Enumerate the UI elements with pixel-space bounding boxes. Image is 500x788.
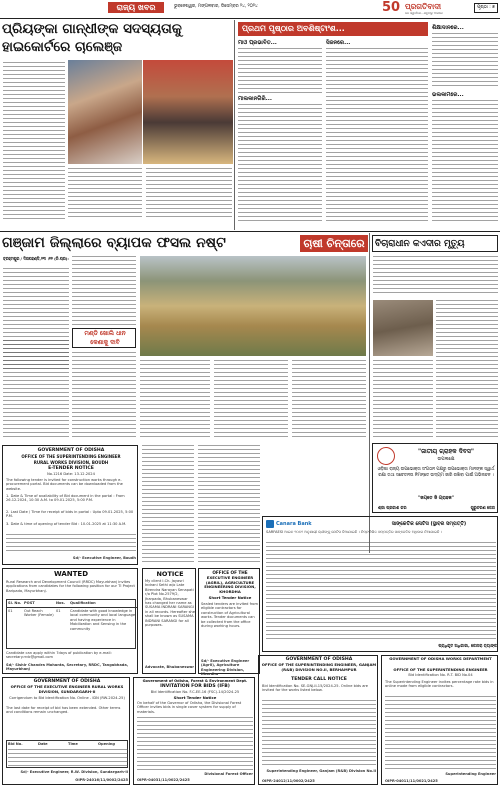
- wanted-col-nos: Nos.: [56, 601, 65, 605]
- greeting-ad-body: ଓଡ଼ିଶା ରାଜ୍ୟ ଉପଭୋକ୍ତା ସଂଗଠନ ପକ୍ଷରୁ ଉପଭୋକ୍ତା ମାନଙ୍କ ସ୍ୱାର୍ଥ ରକ୍ଷା ତଥା ସଚେତନତା ନିମନ୍ତେ ଉଦ୍ୟମ ଜାରି ରଖିବା ପାଇଁ ଅଭିନନ୍ଦନ ।: [377, 467, 495, 478]
- forest-header: Government of Odisha, Forest & Environment Dept.: [142, 679, 248, 683]
- works-dept-header: GOVERNMENT OF ODISHA WORKS DEPARTMENT: [389, 656, 492, 661]
- ganjam-se-notice: [258, 655, 378, 785]
- priyanka-text-col-1: [3, 62, 65, 220]
- ganjam-se-opr: OIPR-24012/11/0002/2425: [262, 779, 315, 783]
- greeting-ad-sign-right: ଗୁରୁଚରଣ ଜେନା: [470, 505, 495, 510]
- col5-text-1: [432, 33, 498, 89]
- wanted-row-qualification: Candidate with good knowledge in local community and local language and having experience in Mobilization and Sensing in the community: [70, 609, 136, 631]
- sundargarh-notice: [2, 677, 130, 785]
- col5-text-2: [432, 100, 498, 224]
- col3-text-2: [238, 104, 322, 224]
- forest-notice: [133, 677, 255, 785]
- page-label: ପୃଷ୍ଠା : ୭: [474, 3, 498, 13]
- section-rule: [0, 231, 500, 232]
- wanted-table-rule: [7, 607, 137, 608]
- boudh-header: GOVERNMENT OF ODISHA: [37, 448, 105, 453]
- boudh-details: [6, 534, 136, 554]
- ganjam-text-col-4: [214, 360, 288, 440]
- ganjam-text-col-2: [72, 256, 136, 326]
- custody-headline-box: [372, 235, 498, 252]
- priyanka-text-col-3: [146, 168, 232, 220]
- sundargarh-col-opening: Opening: [98, 742, 115, 746]
- ganjam-se-details: [262, 700, 376, 768]
- wanted-row-nos: 01: [56, 609, 61, 613]
- forest-opr: OIPR-04031/11/0022/2425: [137, 778, 190, 782]
- greeting-ad: [372, 443, 498, 513]
- ganjam-se-body: Bid Identification No. SE-GNJ-II-15/2024-25. Online bids are invited for the works listed below.: [262, 684, 369, 693]
- notice-col-text-b: [198, 445, 260, 565]
- works-dept-opr: OIPR-04011/11/0021/2425: [385, 779, 438, 783]
- agri-header: OFFICE OF THE: [212, 570, 248, 575]
- wanted-col-post: POST: [24, 601, 35, 605]
- col3-kicker: ମାଓ ପ୍ରଭାବିତ...: [238, 40, 277, 46]
- works-dept-details: [385, 696, 496, 770]
- greeting-ad-sign-left: ଶ୍ରୀ ପ୍ରକାଶ କର: [378, 505, 407, 510]
- forest-body: On behalf of the Governor of Odisha, the Divisional Forest Officer invites bids in single cover system for supply of materials.: [137, 701, 242, 714]
- ganjam-text-col-1b: [3, 340, 69, 440]
- works-dept-title: OFFICE OF THE SUPERINTENDING ENGINEER: [393, 667, 488, 672]
- sundargarh-body: The last date for receipt of bid has been extended. Other terms and conditions remain unchanged.: [6, 706, 121, 715]
- sundargarh-col-time: Time: [68, 742, 78, 746]
- paddy-box-line-1: ମଣ୍ଡି ଖୋଲି ଧାନ: [84, 330, 126, 337]
- wanted-notice: [2, 568, 138, 674]
- section-title-box: [108, 2, 164, 13]
- sundargarh-col-date: Date: [38, 742, 48, 746]
- forest-title: INVITATION FOR BIDS (IFB): [160, 684, 230, 689]
- boudh-body: The following tender is invited for construction works through e-procurement portal. Bid documents can be downloaded from the website.: [6, 478, 123, 491]
- wanted-table: [6, 599, 136, 649]
- column-divider: [234, 20, 235, 230]
- ganjam-se-title: OFFICE OF THE SUPERINTENDING ENGINEER, GANJAM (R&B) DIVISION NO.II, BERHAMPUR: [261, 662, 377, 672]
- forest-sub: Short Tender Notice: [173, 695, 217, 700]
- sundargarh-title: OFFICE OF THE EXECUTIVE ENGINEER RURAL WORKS DIVISION, SUNDARGARH-II: [10, 684, 124, 694]
- wanted-intro: Rural Research and Development Council (RRDC) Mayurbhanj invites applications from candidates for the following position for our TI Project Baripada, Mayurbhanj.: [6, 580, 135, 593]
- greeting-ad-title: "ଜାତୀୟ ଗ୍ରାହକ ଦିବସ": [418, 448, 474, 455]
- name-change-notice: [142, 568, 196, 674]
- wanted-footer: Candidate can apply within 7days of publication by e-mail: secretary.rrdc@gmail.com: [6, 651, 112, 660]
- wanted-row-post: Out Reach Worker (Female): [24, 609, 54, 618]
- boudh-office: OFFICE OF THE SUPERINTENDING ENGINEER: [21, 454, 121, 459]
- canara-logo: [266, 520, 274, 528]
- custody-photo: [373, 300, 433, 356]
- works-dept-body: The Superintending Engineer invites percentage rate bids in online mode from eligible contractors.: [385, 680, 494, 689]
- ganjam-text-col-5: [292, 360, 366, 440]
- col3-sub: ମାଲକାନଗିରି...: [238, 96, 272, 102]
- boudh-sign: Sd/- Executive Engineer, Boudh: [72, 556, 136, 560]
- custody-text-2: [436, 300, 498, 440]
- sundargarh-table: [6, 740, 128, 768]
- tagline: ଜନ ସ୍ୱାର୍ଥରେ...ସବୁଠାରୁ ଆଗରେ: [405, 11, 443, 15]
- notice-title: NOTICE: [156, 570, 184, 578]
- crop-photo: [140, 256, 366, 356]
- canara-notice-table: [266, 542, 496, 640]
- logo-number: 50: [382, 0, 401, 15]
- ganjam-se-header: GOVERNMENT OF ODISHA: [285, 657, 353, 662]
- boudh-item-2: 2. Last Date / Time for receipt of bids in portal : Upto 09.01.2025, 5:00 P.M.: [6, 510, 134, 519]
- agri-notice: [198, 568, 260, 677]
- custody-text-1: [373, 256, 498, 296]
- candidate-photo: [143, 60, 233, 164]
- canara-notice-body: SARFAESI ଆଇନ ୨୦୦୨ ଅନୁଯାୟୀ ଋଣୀଙ୍କୁ ନୋଟିସ ଦିଆଯାଇଛି । ନିମ୍ନଲିଖିତ ସମ୍ପତ୍ତିର ସାଙ୍କେତିକ ଅଧିକାର ନିଆଯାଇଛି ।: [266, 530, 443, 534]
- section-title: ରାଜ୍ୟ ଖବର: [116, 2, 156, 12]
- wanted-title: WANTED: [53, 570, 89, 578]
- paddy-box: [72, 328, 136, 348]
- sundargarh-header: GOVERNMENT OF ODISHA: [33, 679, 101, 684]
- priyanka-photo: [68, 60, 142, 164]
- col5-kicker: ଶିକ୍ଷାଦାନରେ...: [432, 25, 464, 31]
- first-page-headline: ପ୍ରଥମ ପୃଷ୍ଠାର ଅବଶିଷ୍ଟାଂଶ...: [242, 24, 345, 33]
- agri-sub: Short Tender Notice: [208, 595, 252, 600]
- col5-sub: ଭଲକାମରେ...: [432, 92, 464, 98]
- forest-ref: Bid Identification No. F.C-EE-16 (FSC)-14/2024-25: [150, 690, 240, 694]
- ganjam-highlight: ଚାଷୀ ଚିନ୍ତାରେ: [303, 237, 365, 250]
- sundargarh-table-rows: [8, 749, 128, 767]
- custody-headline: ବିଚାରାଧୀନ କଏଦୀର ମୃତ୍ୟୁ: [375, 239, 465, 249]
- works-dept-notice: [381, 655, 498, 785]
- priyanka-headline-2: ହାଇକୋର୍ଟରେ ଚାଲେଞ୍ଜ: [2, 39, 123, 55]
- sundargarh-sign: Sd/- Executive Engineer, R.W. Division, Sundargarh-II: [20, 770, 128, 774]
- dateline: ଭୁବନେଶ୍ୱର, ମଙ୍ଗଳବାର, ଡିସେମ୍ବର ୨୪, ୨୦୨୪: [174, 4, 258, 9]
- paddy-box-line-2: କେଣାକୁ ଦାବି: [90, 339, 120, 346]
- ganjam-dateline: ବ୍ରହ୍ମପୁର / ଦିଗପହଣ୍ଡି,୨୩ ।୧୨ (ନି.ପ୍ର):: [3, 256, 69, 261]
- forest-details: [137, 717, 253, 771]
- ganjam-text-col-2b: [72, 352, 136, 440]
- priyanka-headline-1: ପ୍ରିୟଙ୍କା ଗାନ୍ଧୀଙ୍କ ସଦସ୍ୟତାକୁ: [2, 21, 182, 37]
- canara-notice: [262, 516, 498, 652]
- wanted-row-slno: 01: [8, 609, 13, 613]
- wanted-col-slno: Sl. No.: [8, 601, 22, 605]
- priyanka-text-col-2: [68, 168, 142, 220]
- notice-col-text-a: [142, 445, 194, 565]
- notice-body: My client I.Ch. Jayasri Indrani Sethi w/o Late Birendra Narayan Senapati r/o Plot No.2579/2, Jharpada, Bhubaneswar has changed her name as SUSAMA INDRANI SARANGI in all records. Hereafter she shall be known as SUSAMA INDRANI SARANGI for all purposes.: [145, 579, 195, 628]
- ganjam-se-sub: TENDER CALL NOTICE: [291, 677, 347, 682]
- first-page-banner: [238, 22, 428, 36]
- works-dept-sign: Superintending Engineer: [445, 772, 496, 776]
- boudh-title: E-TENDER NOTICE: [48, 466, 94, 471]
- col4-text: [326, 48, 428, 224]
- works-dept-sub: Bid Identification No. R.T. BID No.04: [408, 673, 473, 677]
- greeting-ad-footer: "ଜୟତେ ଜି ଗ୍ରାହକ": [417, 496, 455, 501]
- canara-notice-sign: ପ୍ରାଧିକୃତ ଅଧିକାରୀ, କେନାରା ବ୍ୟାଙ୍କ: [438, 643, 497, 648]
- col4-kicker: ସିଜନରେ...: [326, 40, 351, 46]
- notice-sign: Advocate, Bhubaneswar: [145, 665, 194, 669]
- ganjam-se-sign: Superintending Engineer, Ganjam (R&B) Division No.II: [266, 769, 376, 773]
- canara-bank-name: Canara Bank: [276, 521, 312, 527]
- sundargarh-sub: Corrigendum to Bid Identification No. Online - IDN (RW-2024-25): [9, 696, 125, 700]
- masthead: [0, 0, 500, 18]
- custody-text-3: [373, 360, 433, 440]
- ganjam-highlight-box: [300, 235, 368, 252]
- col3-text-1: [238, 48, 322, 93]
- brand-name: ପ୍ରଗତିବାଦୀ: [405, 2, 442, 11]
- boudh-circle: RURAL WORKS DIVISION, BOUDH: [33, 460, 109, 465]
- agri-sign: Sd/- Executive Engineer (Agril), Agriculture Engineering Division, Khordha: [201, 659, 250, 677]
- sundargarh-col-bid: Bid No.: [8, 742, 23, 746]
- greeting-ad-line1: ଉପଲକ୍ଷେ: [437, 457, 455, 462]
- greeting-ad-emblem: [377, 447, 395, 465]
- sundargarh-opr: OIPR-24016/11/0002/2425: [75, 778, 128, 782]
- boudh-item-3: 3. Date & time of opening of tender Bid : 10.01.2025 at 11:30 A.M.: [6, 522, 127, 526]
- masthead-rule: [0, 18, 500, 19]
- ganjam-text-col-3: [140, 360, 210, 440]
- forest-sign: Divisional Forest Officer: [204, 772, 253, 776]
- agri-title: EXECUTIVE ENGINEER (AGRIL), AGRICULTURE ENGINEERING DIVISION, KHORDHA: [204, 575, 256, 594]
- canara-notice-title: ସାଙ୍କେତିକ ନୋଟିସ (ସ୍ଥାବର ସମ୍ପତ୍ତି): [391, 521, 467, 527]
- wanted-col-qualification: Qualification: [70, 601, 96, 605]
- boudh-ref: No.1216 Date: 13.12.2024: [47, 472, 95, 476]
- wanted-sign: Sd/- Sishir Chandra Mohanta, Secretary, RRDC, Tangabhada, Mayurbhanj: [6, 663, 129, 672]
- agri-body: Sealed tenders are invited from eligible contractors for construction of Agricultural works. Tender documents can be collected from the office during working hours.: [201, 602, 258, 629]
- boudh-tender-notice: [2, 445, 138, 565]
- custody-divider: [369, 233, 370, 553]
- ganjam-headline: ଗଞ୍ଜାମ ଜିଲ୍ଲାରେ ବ୍ୟାପକ ଫସଲ ନଷ୍ଟ: [2, 235, 226, 251]
- boudh-item-1: 1. Date & Time of availability of Bid document in the portal : From 26.12.2024, 10:30 A.M. to 09.01.2025, 5:00 P.M.: [6, 494, 125, 503]
